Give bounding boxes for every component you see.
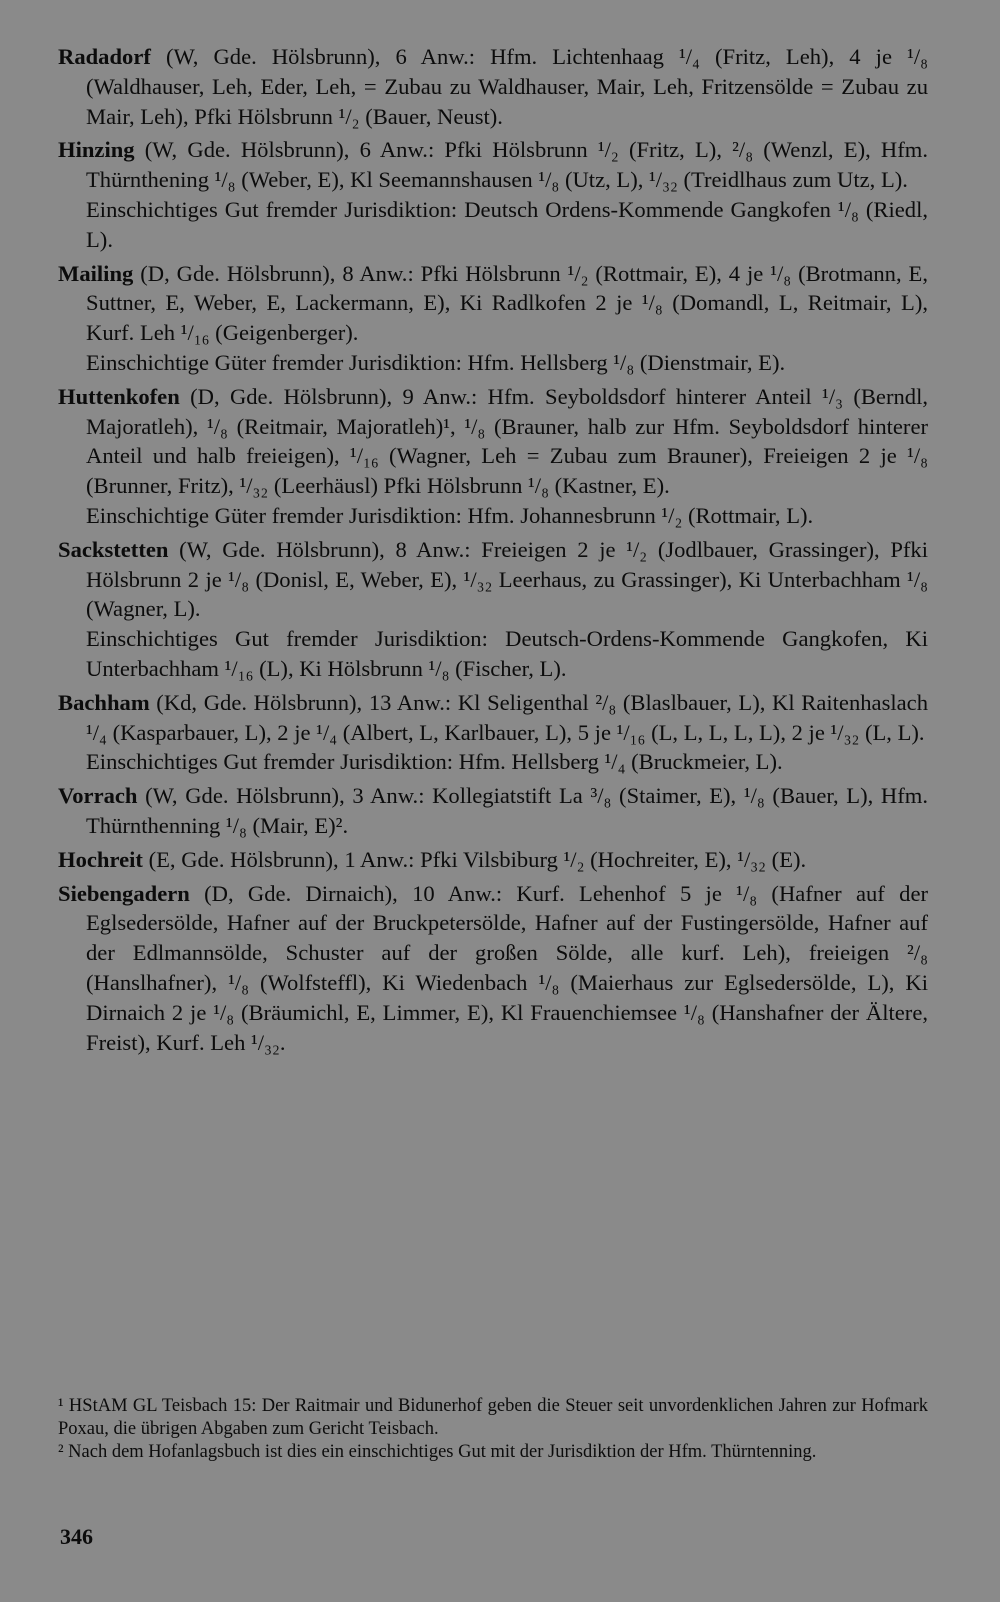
entry-huttenkofen	[58, 382, 928, 531]
entry-text: (D, Gde. Dirnaich), 10 Anw.: Kurf. Lehenhof 5 je ¹/₈ (Hafner auf der Eglsedersölde, Hafner auf der Bruckpetersölde, Hafner auf der Fustingersölde, Hafner auf der Edlmannsölde, Schuster auf der großen Sölde, alle kurf. Leh), freieigen ²/₈ (Hanslhafner), ¹/₈ (Wolfsteffl), Ki Wiedenbach ¹/₈ (Maierhaus zur Eglsedersölde, L), Ki Dirnaich 2 je ¹/₈ (Bräumichl, E, Limmer, E), Kl Frauenchiemsee ¹/₈ (Hanshafner der Ältere, Freist), Kurf. Leh ¹/₃₂.	[86, 880, 928, 1055]
entry-heading: Hochreit	[58, 846, 143, 872]
entry-heading: Vorrach	[58, 783, 138, 809]
entry-heading: Bachham	[58, 689, 150, 715]
entry-heading: Huttenkofen	[58, 383, 180, 409]
entry-text: (W, Gde. Hölsbrunn), 6 Anw.: Pfki Hölsbrunn ¹/₂ (Fritz, L), ²/₈ (Wenzl, E), Hfm. Thürnthening ¹/₈ (Weber, E), Kl Seemannshausen ¹/₈ (Utz, L), ¹/₃₂ (Treidlhaus zum Utz, L).	[86, 137, 928, 193]
entry-siebengadern	[58, 879, 928, 1058]
entry-heading: Hinzing	[58, 137, 135, 163]
entry-text: (E, Gde. Hölsbrunn), 1 Anw.: Pfki Vilsbiburg ¹/₂ (Hochreiter, E), ¹/₃₂ (E).	[142, 846, 807, 872]
entry-bachham	[58, 688, 928, 777]
entry-heading: Sackstetten	[58, 536, 169, 562]
page-number: 346	[60, 1524, 93, 1549]
main-text	[58, 42, 928, 1061]
entry-hinzing	[58, 135, 928, 254]
entry-note: Einschichtiges Gut fremder Jurisdiktion: Deutsch Ordens-Kommende Gangkofen ¹/₈ (Riedl, L).	[86, 196, 928, 252]
footnotes	[58, 1395, 928, 1464]
entry-sackstetten	[58, 535, 928, 684]
entry-hochreit	[58, 845, 928, 875]
entry-text: (D, Gde. Hölsbrunn), 8 Anw.: Pfki Hölsbrunn ¹/₂ (Rottmair, E), 4 je ¹/₈ (Brotmann, E, Suttner, E, Weber, E, Lackermann, E), Ki Radlkofen 2 je ¹/₈ (Domandl, L, Reitmair, L), Kurf. Leh ¹/₁₆ (Geigenberger).	[86, 260, 928, 346]
entry-text: (W, Gde. Hölsbrunn), 8 Anw.: Freieigen 2 je ¹/₂ (Jodlbauer, Grassinger), Pfki Hölsbrunn 2 je ¹/₈ (Donisl, E, Weber, E), ¹/₃₂ Leerhaus, zu Grassinger), Ki Unterbachham ¹/₈ (Wagner, L).	[86, 536, 928, 622]
footnote-1: ¹ HStAM GL Teisbach 15: Der Raitmair und Bidunerhof geben die Steuer seit unvordenklichen Jahren zur Hofmark Poxau, die übrigen Abgaben zum Gericht Teisbach.	[58, 1396, 928, 1439]
footnote-2: ² Nach dem Hofanlagsbuch ist dies ein einschichtiges Gut mit der Jurisdiktion der Hfm. Thürntenning.	[58, 1442, 817, 1462]
entry-text: (W, Gde. Hölsbrunn), 6 Anw.: Hfm. Lichtenhaag ¹/₄ (Fritz, Leh), 4 je ¹/₈ (Waldhauser, Leh, Eder, Leh, = Zubau zu Waldhauser, Mair, Leh, Fritzensölde = Zubau zu Mair, Leh), Pfki Hölsbrunn ¹/₂ (Bauer, Neust).	[86, 44, 928, 129]
entry-heading: Radadorf	[58, 44, 151, 69]
entry-mailing	[58, 259, 928, 378]
entry-heading: Siebengadern	[58, 880, 190, 906]
entry-radadorf	[58, 42, 928, 131]
entry-heading: Mailing	[58, 260, 134, 286]
entry-vorrach	[58, 781, 928, 841]
entry-note: Einschichtige Güter fremder Jurisdiktion: Hfm. Johannesbrunn ¹/₂ (Rottmair, L).	[86, 502, 814, 528]
entry-text: (W, Gde. Hölsbrunn), 3 Anw.: Kollegiatstift La ³/₈ (Staimer, E), ¹/₈ (Bauer, L), Hfm. Thürnthenning ¹/₈ (Mair, E)².	[86, 783, 928, 838]
entry-note: Einschichtiges Gut fremder Jurisdiktion: Hfm. Hellsberg ¹/₄ (Bruckmeier, L).	[86, 749, 783, 775]
entry-note: Einschichtiges Gut fremder Jurisdiktion: Deutsch-Ordens-Kommende Gangkofen, Ki Unterbachham ¹/₁₆ (L), Ki Hölsbrunn ¹/₈ (Fischer, L).	[86, 626, 928, 681]
entry-text: (Kd, Gde. Hölsbrunn), 13 Anw.: Kl Seligenthal ²/₈ (Blaslbauer, L), Kl Raitenhaslach ¹/₄ (Kasparbauer, L), 2 je ¹/₄ (Albert, L, Karlbauer, L), 5 je ¹/₁₆ (L, L, L, L, L), 2 je ¹/₃₂ (L, L).	[86, 689, 928, 745]
entry-note: Einschichtige Güter fremder Jurisdiktion: Hfm. Hellsberg ¹/₈ (Dienstmair, E).	[86, 349, 786, 375]
entry-text: (D, Gde. Hölsbrunn), 9 Anw.: Hfm. Seyboldsdorf hinterer Anteil ¹/₃ (Berndl, Majoratleh), ¹/₈ (Reitmair, Majoratleh)¹, ¹/₈ (Brauner, halb zur Hfm. Seyboldsdorf hinterer Anteil und halb freieigen), ¹/₁₆ (Wagner, Leh = Zubau zum Brauner), Freieigen 2 je ¹/₈ (Brunner, Fritz), ¹/₃₂ (Leerhäusl) Pfki Hölsbrunn ¹/₈ (Kastner, E).	[86, 383, 928, 499]
